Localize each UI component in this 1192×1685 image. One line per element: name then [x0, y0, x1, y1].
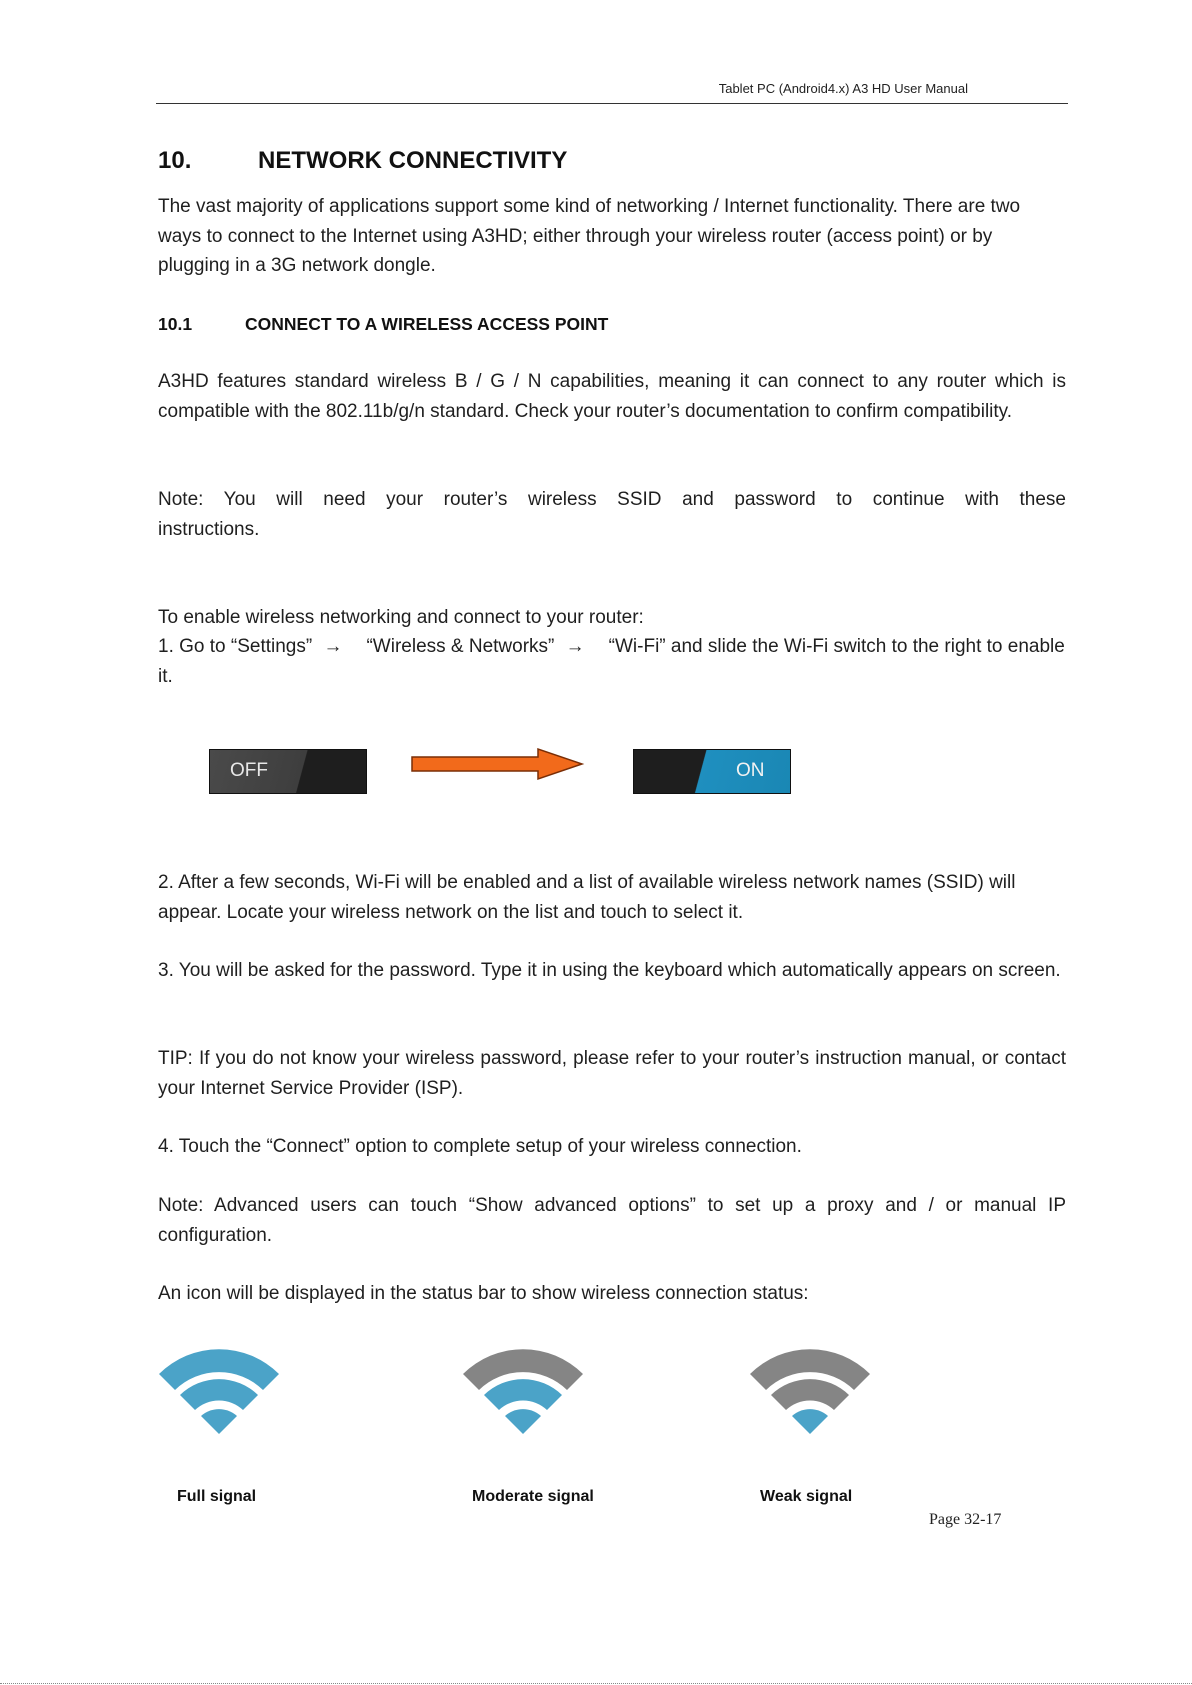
note-paragraph: Note: You will need your router’s wireless SSID and password to continue with these instructions.	[158, 489, 1066, 540]
tip-paragraph: TIP: If you do not know your wireless password, please refer to your router’s instruction manual, or contact your Internet Service Provider (ISP).	[158, 1048, 1066, 1099]
orange-arrow-icon	[410, 747, 586, 781]
features-paragraph: A3HD features standard wireless B / G / N capabilities, meaning it can connect to any router which is compatible with the 802.11b/g/n standard. Check your router’s documentation to confirm compatibility.	[158, 371, 1066, 422]
right-arrow-icon: →	[323, 636, 343, 657]
toggle-off-label: OFF	[230, 760, 268, 781]
step-1-part-b: “Wireless & Networks”	[366, 636, 555, 657]
right-arrow-icon: →	[565, 636, 585, 657]
step-1-part-a: 1. Go to “Settings”	[158, 636, 313, 657]
wifi-full-label: Full signal	[177, 1488, 257, 1505]
section-title: NETWORK CONNECTIVITY	[258, 147, 568, 174]
step-2: 2. After a few seconds, Wi-Fi will be enabled and a list of available wireless network names (SSID) will appear. Locate your wireless network on the list and touch to select it.	[158, 872, 1016, 923]
enable-intro: To enable wireless networking and connect to your router:	[158, 607, 644, 628]
wifi-weak-label: Weak signal	[760, 1488, 853, 1505]
step-3: 3. You will be asked for the password. Type it in using the keyboard which automatically appears on screen.	[158, 960, 1061, 981]
wifi-toggle-off	[209, 749, 367, 794]
advanced-note: Note: Advanced users can touch “Show advanced options” to set up a proxy and / or manual IP configuration.	[158, 1195, 1066, 1246]
page-bottom-border	[0, 1683, 1192, 1684]
header-divider	[156, 103, 1068, 104]
wifi-weak-icon	[749, 1346, 871, 1436]
status-intro: An icon will be displayed in the status bar to show wireless connection status:	[158, 1283, 809, 1304]
step-1-part-c: “Wi-Fi” and slide the Wi-Fi switch to the right to enable it.	[158, 636, 1065, 687]
wifi-moderate-icon	[462, 1346, 584, 1436]
wifi-toggle-on	[633, 749, 791, 794]
intro-paragraph: The vast majority of applications support some kind of networking / Internet functionality. There are two ways to connect to the Internet using A3HD; either through your wireless router (access point) or by plugging in a 3G network dongle.	[158, 196, 1021, 276]
toggle-knob	[634, 750, 790, 793]
subsection-heading	[158, 314, 608, 335]
wifi-moderate-label: Moderate signal	[472, 1488, 594, 1505]
running-header: Tablet PC (Android4.x) A3 HD User Manual	[718, 81, 968, 96]
section-number: 10.	[158, 147, 192, 174]
section-heading	[158, 147, 567, 175]
page-number: Page 32-17	[929, 1511, 1002, 1528]
step-1	[158, 632, 1066, 691]
toggle-on-label: ON	[736, 760, 765, 781]
subsection-title: CONNECT TO A WIRELESS ACCESS POINT	[245, 314, 609, 334]
subsection-number: 10.1	[158, 314, 193, 334]
wifi-full-icon	[158, 1346, 280, 1436]
step-4: 4. Touch the “Connect” option to complete setup of your wireless connection.	[158, 1136, 802, 1157]
